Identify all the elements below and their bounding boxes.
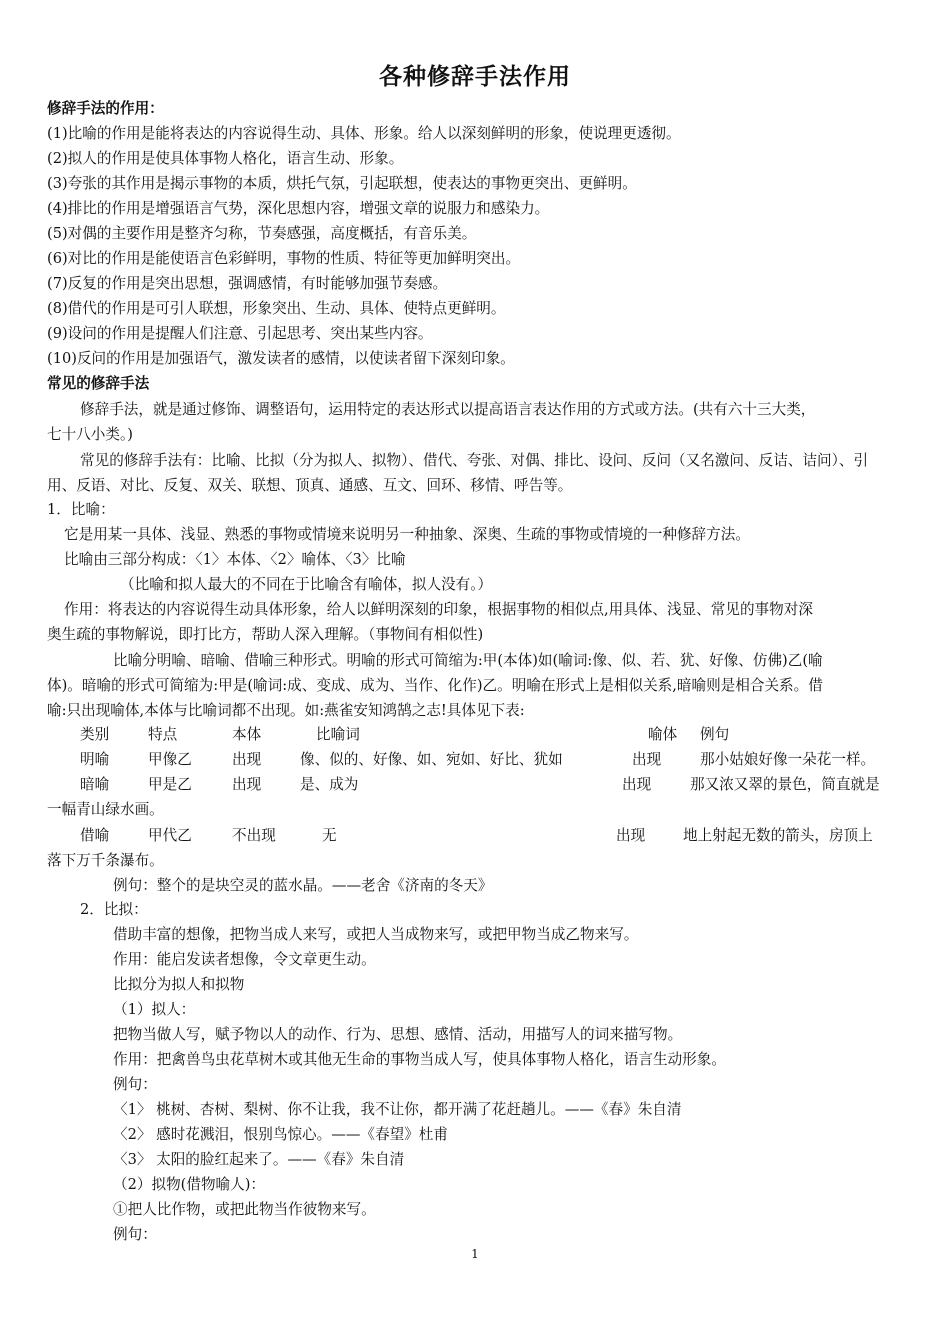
analogy-heading: 2．比拟：	[80, 901, 148, 918]
section-heading-common: 常见的修辞手法	[47, 375, 150, 392]
analogy-split: 比拟分为拟人和拟物	[113, 976, 245, 993]
paragraph-line: 常见的修辞手法有：比喻、比拟（分为拟人、拟物）、借代、夸张、对偶、排比、设问、反问（又名激问、反诘、诘问）、引	[80, 452, 869, 469]
list-item: (3)夸张的其作用是揭示事物的本质，烘托气氛，引起联想，使表达的事物更突出、更鲜明。	[47, 175, 637, 192]
table-cell: 出现	[622, 776, 652, 793]
personify-function: 作用：把禽兽鸟虫花草树木或其他无生命的事物当成人写，使具体事物人格化，语言生动形象。	[113, 1051, 726, 1068]
analogy-definition: 借助丰富的想像，把物当成人来写，或把人当成物来写，或把甲物当成乙物来写。	[113, 926, 639, 943]
table-cell: 是、成为	[300, 776, 359, 793]
table-cell: 甲是乙	[148, 776, 192, 793]
analogy-function: 作用：能启发读者想像，令文章更生动。	[113, 951, 376, 968]
example-label: 例句：	[113, 1226, 157, 1243]
table-cell: 暗喻	[80, 776, 110, 793]
table-cell: 像、似的、好像、如、宛如、好比、犹如	[300, 751, 563, 768]
paragraph-line: 七十八小类。)	[47, 426, 133, 443]
list-item: (7)反复的作用是突出思想，强调感情，有时能够加强节奏感。	[47, 275, 448, 292]
paragraph-line: 用、反语、对比、反复、双关、联想、顶真、通感、互文、回环、移情、呼告等。	[47, 477, 573, 494]
simile-function: 作用：将表达的内容说得生动具体形象，给人以鲜明深刻的印象，根据事物的相似点,用具体、浅显、常见的事物对深	[64, 601, 813, 618]
list-item: (9)设问的作用是提醒人们注意、引起思考、突出某些内容。	[47, 325, 433, 342]
example-line: 〈3〉 太阳的脸红起来了。——《春》朱自清	[113, 1151, 405, 1168]
page-title: 各种修辞手法作用	[379, 64, 571, 90]
table-cell: 落下万千条瀑布。	[47, 852, 164, 869]
list-item: (1)比喻的作用是能将表达的内容说得生动、具体、形象。给人以深刻鲜明的形象，使说理更透彻。	[47, 125, 681, 142]
table-cell: 出现	[616, 827, 646, 844]
thing-definition: ①把人比作物，或把此物当作彼物来写。	[113, 1201, 376, 1218]
table-cell: 借喻	[80, 827, 110, 844]
table-cell: 明喻	[80, 751, 110, 768]
page-number: 1	[471, 1247, 479, 1261]
simile-types: 体)。暗喻的形式可简缩为:甲是(喻词:成、变成、成为、当作、化作)乙。明喻在形式上是相似关系,暗喻则是相合关系。借	[47, 677, 823, 694]
paragraph-line: 修辞手法，就是通过修饰、调整语句，运用特定的表达形式以提高语言表达作用的方式或方法。(共有六十三大类，	[80, 401, 816, 418]
example-line: 〈2〉 感时花溅泪，恨别鸟惊心。——《春望》杜甫	[113, 1126, 448, 1143]
list-item: (6)对比的作用是能使语言色彩鲜明，事物的性质、特征等更加鲜明突出。	[47, 250, 521, 267]
table-header: 例句	[700, 726, 730, 743]
example-label: 例句：	[113, 1076, 157, 1093]
table-header: 类别	[80, 726, 110, 743]
list-item: (10)反问的作用是加强语气，激发读者的感情，以使读者留下深刻印象。	[47, 350, 515, 367]
list-item: (4)排比的作用是增强语言气势，深化思想内容，增强文章的说服力和感染力。	[47, 200, 550, 217]
table-cell: 出现	[232, 751, 262, 768]
simile-note: （比喻和拟人最大的不同在于比喻含有喻体，拟人没有。）	[120, 576, 493, 593]
simile-parts: 比喻由三部分构成：〈1〉本体、〈2〉喻体、〈3〉比喻	[64, 551, 406, 568]
table-header: 喻体	[648, 726, 678, 743]
table-cell: 出现	[632, 751, 662, 768]
list-item: (2)拟人的作用是使具体事物人格化，语言生动、形象。	[47, 150, 404, 167]
table-cell: 那小姑娘好像一朵花一样。	[700, 751, 876, 768]
simile-types: 比喻分明喻、暗喻、借喻三种形式。明喻的形式可简缩为:甲(本体)如(喻词:像、似、若、犹、好像、仿佛)乙(喻	[113, 652, 823, 669]
simile-heading: 1．比喻：	[47, 501, 115, 518]
list-item: (5)对偶的主要作用是整齐匀称，节奏感强，高度概括，有音乐美。	[47, 225, 477, 242]
table-header: 本体	[232, 726, 262, 743]
table-cell: 不出现	[232, 827, 276, 844]
table-header: 特点	[148, 726, 178, 743]
table-cell: 那又浓又翠的景色，简直就是	[690, 776, 880, 793]
table-header: 比喻词	[316, 726, 360, 743]
table-cell: 甲像乙	[148, 751, 192, 768]
simile-types: 喻:只出现喻体,本体与比喻词都不出现。如:燕雀安知鸿鹄之志!具体见下表:	[47, 702, 525, 719]
simile-function: 奥生疏的事物解说，即打比方，帮助人深入理解。（事物间有相似性)	[47, 626, 484, 643]
simile-example: 例句：整个的是块空灵的蓝水晶。——老舍《济南的冬天》	[113, 877, 493, 894]
table-cell: 地上射起无数的箭头，房顶上	[683, 827, 873, 844]
table-cell: 甲代乙	[148, 827, 192, 844]
table-cell: 一幅青山绿水画。	[47, 801, 164, 818]
simile-definition: 它是用某一具体、浅显、熟悉的事物或情境来说明另一种抽象、深奥、生疏的事物或情境的一种修辞方法。	[64, 526, 750, 543]
section-heading-functions: 修辞手法的作用：	[47, 100, 164, 117]
table-cell: 出现	[232, 776, 262, 793]
personify-heading: （1）拟人：	[113, 1001, 196, 1018]
personify-definition: 把物当做人写，赋予物以人的动作、行为、思想、感情、活动，用描写人的词来描写物。	[113, 1026, 683, 1043]
example-line: 〈1〉 桃树、杏树、梨树、你不让我，我不让你，都开满了花赶趟儿。——《春》朱自清	[113, 1101, 682, 1118]
list-item: (8)借代的作用是可引人联想，形象突出、生动、具体、使特点更鲜明。	[47, 300, 506, 317]
thing-heading: （2）拟物(借物喻人)：	[113, 1176, 266, 1193]
table-cell: 无	[322, 827, 337, 844]
